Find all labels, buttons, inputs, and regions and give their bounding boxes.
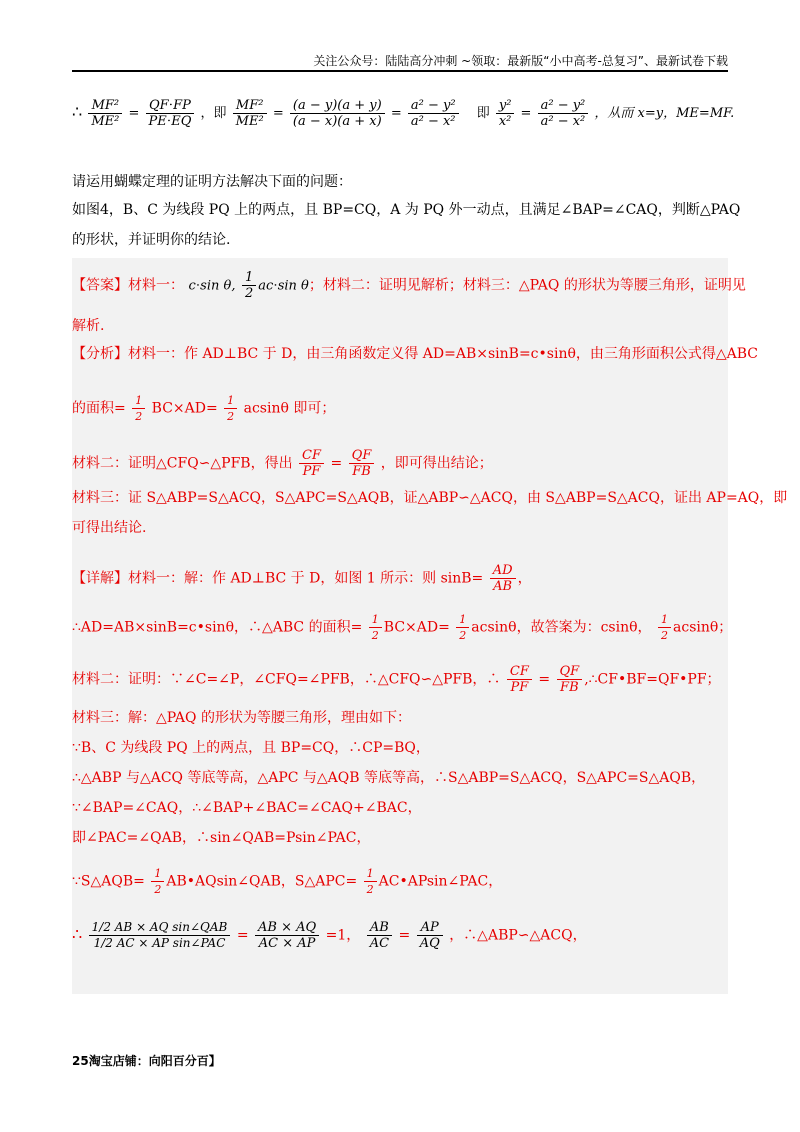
- equals: =: [520, 106, 532, 121]
- problem-line-3: 的形状，并证明你的结论.: [72, 232, 231, 248]
- fraction: $\frac{QF\cdot FP}{PE\cdot EQ}$: [146, 98, 195, 129]
- analysis-line-4: 材料三：证 S△ABP=S△ACQ，S△APC=S△AQB，证△ABP∽△ACQ，由 S△ABP=S△ACQ，证出 AP=AQ，即: [72, 490, 788, 506]
- footer-text: 淘宝店铺：向阳百分百】: [88, 1054, 221, 1068]
- fraction: $\frac{AB}{AC}$: [367, 920, 392, 951]
- answer-label: 【答案】: [72, 277, 128, 294]
- page-header: 关注公众号：陆陆高分冲刺 ~领取：最新版“小中高考-总复习”、最新试卷下载: [313, 54, 728, 68]
- analysis-line-3: [72, 448, 493, 479]
- fraction: $\frac{CF}{PF}$: [299, 448, 324, 479]
- fraction: $\frac{QF}{FB}$: [557, 664, 583, 695]
- text: BC×AD=: [383, 619, 450, 636]
- text: 材料一：解：作 AD⊥BC 于 D，如图 1 所示：则 sinB=: [128, 570, 484, 587]
- fraction: $\frac{CF}{PF}$: [507, 664, 532, 695]
- analysis-label: 【分析】: [72, 346, 128, 362]
- equals: =: [330, 455, 343, 472]
- text: 材料一：: [128, 277, 184, 294]
- equals: =: [398, 927, 411, 944]
- fraction: $\frac{1}{2}$: [658, 612, 671, 643]
- fraction: $\frac{\text{y²}}{\text{x²}}$: [496, 98, 515, 129]
- fraction: $\frac{(a - y)(a + y)}{(a - x)(a + x)}$: [290, 98, 385, 129]
- text: acsinθ，故答案为：csinθ，: [471, 619, 652, 636]
- detail-line-9: [72, 866, 502, 897]
- analysis-line-1: [72, 344, 758, 364]
- text: ，从而 x=y，ME=MF.: [594, 106, 735, 121]
- detail-line-4: 材料三：解：△PAQ 的形状为等腰三角形，理由如下：: [72, 710, 411, 726]
- analysis-line-5: 可得出结论.: [72, 520, 147, 536]
- detail-line-7: ∵∠BAP=∠CAQ，∴∠BAP+∠BAC=∠CAQ+∠BAC，: [72, 800, 422, 816]
- fraction: $\frac{QF}{FB}$: [349, 448, 375, 479]
- fraction: $\frac{\text{a² − y²}}{\text{a² − x²}}$: [538, 98, 589, 129]
- equals: =: [128, 106, 140, 121]
- equals: =: [272, 106, 284, 121]
- detail-line-2: [72, 612, 732, 643]
- text: acsinθ；: [673, 619, 733, 636]
- problem-line-1: 请运用蝴蝶定理的证明方法解决下面的问题：: [72, 174, 352, 190]
- fraction: $\frac{1}{2}$: [456, 612, 469, 643]
- text: 材料二：证明△CFQ∽△PFB，得出: [72, 455, 293, 472]
- equals: =: [236, 927, 249, 944]
- detail-line-5: ∵B、C 为线段 PQ 上的两点，且 BP=CQ，∴CP=BQ，: [72, 740, 430, 756]
- fraction: $\frac{\text{MF²}}{\text{ME²}}$: [233, 98, 267, 129]
- text: ∵S△AQB=: [72, 873, 145, 890]
- text: 即: [476, 106, 490, 121]
- text: 的面积=: [72, 400, 126, 417]
- fraction: $\frac{1}{2}$: [224, 393, 237, 424]
- problem-line-2: 如图4，B、C 为线段 PQ 上的两点，且 BP=CQ，A 为 PQ 外一动点，且满足∠BAP=∠CAQ，判断△PAQ: [72, 202, 741, 218]
- fraction: $\frac{1}{2}$: [242, 270, 256, 301]
- answer-line-1: [72, 270, 746, 301]
- detail-line-6: ∴△ABP 与△ACQ 等底等高，△APC 与△AQB 等底等高，∴S△ABP=S△ACQ，S△APC=S△AQB，: [72, 770, 706, 786]
- detail-line-8: 即∠PAC=∠QAB，∴sin∠QAB=Psin∠PAC，: [72, 830, 371, 846]
- detail-line-10: [72, 920, 587, 951]
- analysis-line-2: [72, 393, 335, 424]
- text: BC×AD=: [151, 400, 218, 417]
- answer-line-2: 解析.: [72, 318, 105, 334]
- fraction: $\frac{1}{2}$: [369, 612, 382, 643]
- therefore-symbol: ∴: [72, 102, 83, 121]
- fraction: $\frac{\text{MF²}}{\text{ME²}}$: [88, 98, 122, 129]
- text: 材料二：证明：∵∠C=∠P，∠CFQ=∠PFB，∴△CFQ∽△PFB，∴: [72, 671, 501, 688]
- detail-line-1: [72, 563, 532, 594]
- equals: =: [538, 671, 551, 688]
- fraction: $\frac{AP}{AQ}$: [417, 920, 443, 951]
- page-number: 25: [72, 1054, 89, 1068]
- text: ，: [517, 570, 532, 587]
- fraction: $\frac{AB \times AQ}{AC \times AP}$: [255, 920, 319, 951]
- fraction: $\frac{1}{2}$: [364, 866, 377, 897]
- text: =1，: [325, 927, 361, 944]
- text: ∴AD=AB×sinB=c•sinθ，∴△ABC 的面积=: [72, 619, 363, 636]
- top-formula: [72, 98, 734, 129]
- text: acsinθ 即可；: [243, 400, 336, 417]
- text: ；材料二：证明见解析；材料三：△PAQ 的形状为等腰三角形，证明见: [308, 277, 746, 294]
- fraction: $\frac{1}{2}$: [151, 866, 164, 897]
- fraction: $\frac{\text{1/2 AB × AQ sin∠QAB}}{\text{1/2 AC × AP sin∠PAC}}$: [89, 920, 231, 951]
- detail-label: 【详解】: [72, 570, 128, 587]
- fraction: $\frac{AD}{AB}$: [490, 563, 516, 594]
- equals: =: [390, 106, 402, 121]
- fraction: $\frac{\text{a² − y²}}{\text{a² − x²}}$: [408, 98, 459, 129]
- page-footer: [72, 1052, 221, 1069]
- text: ，即: [200, 106, 227, 121]
- text: ，∴△ABP∽△ACQ，: [449, 927, 587, 944]
- text: ,∴CF•BF=QF•PF；: [584, 671, 721, 688]
- text: AC•APsin∠PAC，: [378, 873, 503, 890]
- text: ，即可得出结论；: [380, 455, 493, 472]
- fraction: $\frac{1}{2}$: [132, 393, 145, 424]
- math-expr: ac⋅sin θ: [258, 278, 309, 294]
- header-divider: [72, 70, 728, 72]
- text: 材料一：作 AD⊥BC 于 D，由三角函数定义得 AD=AB×sinB=c•sinθ，由三角形面积公式得△ABC: [128, 346, 759, 362]
- detail-line-3: [72, 664, 721, 695]
- math-expr: c⋅sin θ,: [188, 278, 236, 294]
- text: AB•AQsin∠QAB，S△APC=: [166, 873, 358, 890]
- therefore-symbol: ∴: [72, 924, 83, 944]
